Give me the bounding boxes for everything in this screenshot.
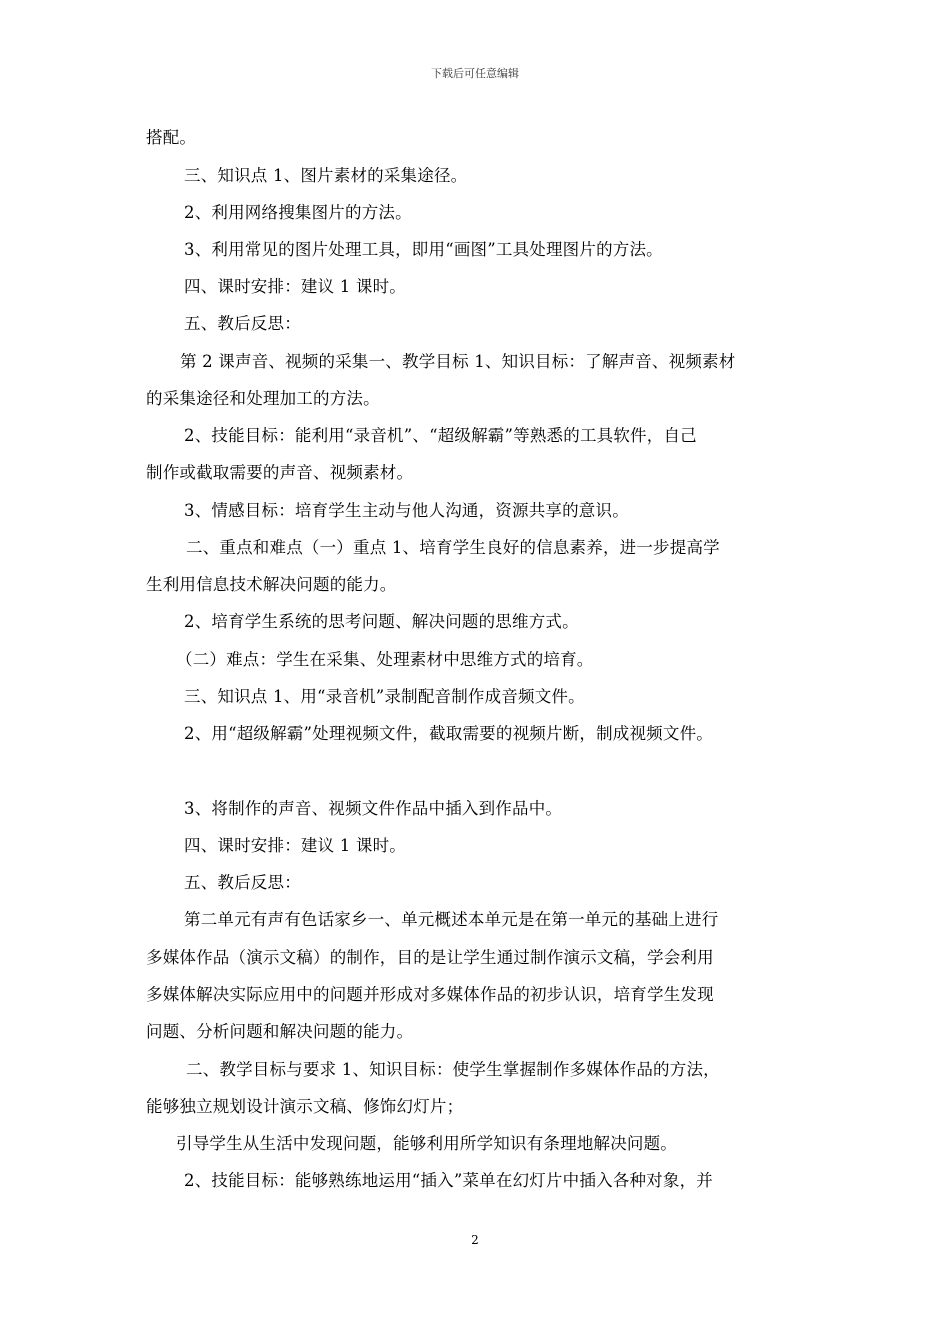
text-line: 二、教学目标与要求 1、知识目标：使学生掌握制作多媒体作品的方法， xyxy=(186,1060,720,1079)
text-line: 制作或截取需要的声音、视频素材。 xyxy=(146,463,414,482)
text-line: 2、技能目标：能利用“录音机”、“超级解霸”等熟悉的工具软件，自己 xyxy=(184,426,697,445)
text-line: （二）难点：学生在采集、处理素材中思维方式的培育。 xyxy=(176,650,594,669)
text-line: 问题、分析问题和解决问题的能力。 xyxy=(146,1022,414,1041)
text-line: 引导学生从生活中发现问题，能够利用所学知识有条理地解决问题。 xyxy=(176,1134,677,1153)
text-line: 五、教后反思： xyxy=(184,314,301,333)
text-line: 五、教后反思： xyxy=(184,873,301,892)
page-header-note: 下载后可任意编辑 xyxy=(431,67,519,80)
text-line: 搭配。 xyxy=(146,128,197,147)
text-line: 多媒体作品（演示文稿）的制作，目的是让学生通过制作演示文稿，学会利用 xyxy=(146,948,714,967)
text-line: 3、情感目标：培育学生主动与他人沟通，资源共享的意识。 xyxy=(184,501,629,520)
text-line: 生利用信息技术解决问题的能力。 xyxy=(146,575,397,594)
text-line: 2、用“超级解霸”处理视频文件，截取需要的视频片断，制成视频文件。 xyxy=(184,724,713,743)
text-line: 多媒体解决实际应用中的问题并形成对多媒体作品的初步认识，培育学生发现 xyxy=(146,985,714,1004)
text-line: 四、课时安排：建议 1 课时。 xyxy=(184,277,406,296)
text-line: 三、知识点 1、图片素材的采集途径。 xyxy=(184,166,468,185)
text-line: 能够独立规划设计演示文稿、修饰幻灯片； xyxy=(146,1097,464,1116)
page-number: 2 xyxy=(471,1233,479,1247)
text-line: 2、利用网络搜集图片的方法。 xyxy=(184,203,412,222)
text-line: 2、培育学生系统的思考问题、解决问题的思维方式。 xyxy=(184,612,579,631)
text-line: 二、重点和难点（一）重点 1、培育学生良好的信息素养，进一步提高学 xyxy=(186,538,720,557)
text-line: 第二单元有声有色话家乡一、单元概述本单元是在第一单元的基础上进行 xyxy=(184,910,719,929)
text-line: 3、将制作的声音、视频文件作品中插入到作品中。 xyxy=(184,799,563,818)
text-line: 2、技能目标：能够熟练地运用“插入”菜单在幻灯片中插入各种对象，并 xyxy=(184,1171,713,1190)
text-line: 3、利用常见的图片处理工具，即用“画图”工具处理图片的方法。 xyxy=(184,240,663,259)
text-line: 的采集途径和处理加工的方法。 xyxy=(146,389,380,408)
text-line: 三、知识点 1、用“录音机”录制配音制作成音频文件。 xyxy=(184,687,585,706)
text-line: 第 2 课声音、视频的采集一、教学目标 1、知识目标：了解声音、视频素材 xyxy=(180,352,736,371)
text-line: 四、课时安排：建议 1 课时。 xyxy=(184,836,406,855)
